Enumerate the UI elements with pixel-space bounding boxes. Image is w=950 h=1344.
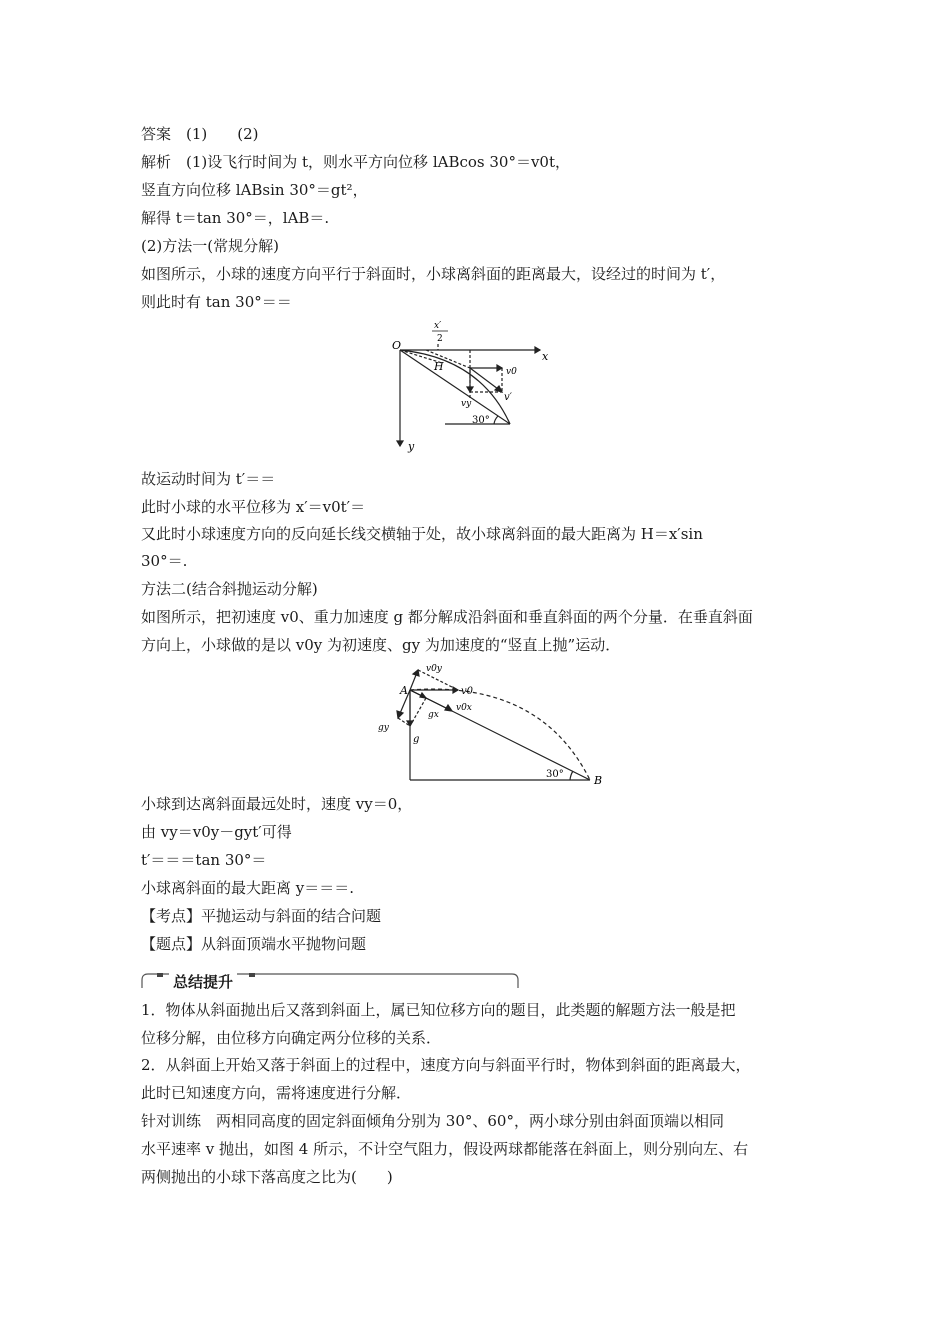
v0x-label: v0x bbox=[456, 703, 472, 713]
answer-line: 答案 (1) (2) bbox=[141, 125, 259, 143]
exercise-line-2: 水平速率 v 抛出，如图 4 所示，不计空气阻力，假设两球都能落在斜面上，则分别向左、右 bbox=[141, 1140, 749, 1158]
projectile-figure-2 bbox=[370, 660, 610, 790]
vy-label: vy bbox=[461, 399, 472, 409]
exercise-line-1: 针对训练 两相同高度的固定斜面倾角分别为 30°、60°，两小球分别由斜面顶端以相同 bbox=[141, 1112, 724, 1130]
gx-label: gx bbox=[428, 710, 439, 720]
angle-label: 30° bbox=[546, 769, 564, 780]
exercise-line-3: 两侧抛出的小球下落高度之比为( ) bbox=[141, 1168, 393, 1186]
vprime-label: v′ bbox=[504, 392, 512, 403]
method-two-line-1: 如图所示，把初速度 v0、重力加速度 g 都分解成沿斜面和垂直斜面的两个分量．在垂直斜面 bbox=[141, 608, 753, 626]
method-two-line-4: 由 vy＝v0y－gyt′可得 bbox=[141, 823, 292, 841]
summary-line-4: 此时已知速度方向，需将速度进行分解． bbox=[141, 1084, 412, 1102]
method-two-line-5: t′＝＝＝tan 30°＝ bbox=[141, 851, 267, 869]
fraction-denominator: 2 bbox=[437, 334, 443, 344]
analysis-line-1: 解析 (1)设飞行时间为 t，则水平方向位移 lABcos 30°＝v0t， bbox=[141, 153, 570, 171]
summary-line-2: 位移分解，由位移方向确定两分位移的关系． bbox=[141, 1029, 442, 1047]
method-one-line-4: 此时小球的水平位移为 x′＝v0t′＝ bbox=[141, 498, 366, 516]
summary-title: 总结提升 bbox=[169, 971, 237, 992]
gy-label: gy bbox=[378, 723, 389, 733]
y-axis-label: y bbox=[408, 440, 415, 453]
method-two-line-6: 小球离斜面的最大距离 y＝＝＝. bbox=[141, 879, 355, 897]
summary-line-1: 1．物体从斜面抛出后又落到斜面上，属已知位移方向的题目，此类题的解题方法一般是把 bbox=[141, 1001, 736, 1019]
height-label: H bbox=[434, 360, 444, 373]
analysis-line-3: 解得 t＝tan 30°＝，lAB＝. bbox=[141, 209, 330, 227]
origin-label: O bbox=[392, 339, 402, 352]
method-one-line-1: 如图所示，小球的速度方向平行于斜面时，小球离斜面的距离最大，设经过的时间为 t′， bbox=[141, 265, 726, 283]
projectile-figure-1 bbox=[390, 318, 560, 458]
method-one-line-2: 则此时有 tan 30°＝＝ bbox=[141, 293, 292, 311]
method-one-line-6: 30°＝. bbox=[141, 552, 188, 570]
g-label: g bbox=[413, 734, 420, 745]
fraction-numerator: x′ bbox=[434, 321, 442, 331]
method-one-heading: (2)方法一(常规分解) bbox=[141, 237, 279, 255]
method-two-line-2: 方向上，小球做的是以 v0y 为初速度、gy 为加速度的“竖直上抛”运动． bbox=[141, 636, 621, 654]
angle-label: 30° bbox=[472, 415, 490, 426]
v0y-label: v0y bbox=[426, 664, 442, 674]
v0-label: v0 bbox=[461, 686, 474, 697]
method-two-heading: 方法二(结合斜抛运动分解) bbox=[141, 580, 318, 598]
analysis-line-2: 竖直方向位移 lABsin 30°＝gt²， bbox=[141, 181, 368, 199]
point-b-label: B bbox=[594, 774, 603, 787]
method-one-line-5: 又此时小球速度方向的反向延长线交横轴于处，故小球离斜面的最大距离为 H＝x′sin bbox=[141, 525, 703, 543]
knowledge-point: 【考点】平抛运动与斜面的结合问题 bbox=[141, 907, 382, 925]
v0-label: v0 bbox=[506, 367, 517, 377]
method-two-line-3: 小球到达离斜面最远处时，速度 vy＝0， bbox=[141, 795, 413, 813]
point-a-label: A bbox=[400, 684, 408, 697]
method-one-line-3: 故运动时间为 t′＝＝ bbox=[141, 470, 276, 488]
x-axis-label: x bbox=[542, 350, 549, 363]
summary-line-3: 2．从斜面上开始又落于斜面上的过程中，速度方向与斜面平行时，物体到斜面的距离最大， bbox=[141, 1056, 751, 1074]
summary-header bbox=[141, 973, 519, 989]
question-point: 【题点】从斜面顶端水平抛物问题 bbox=[141, 935, 367, 953]
